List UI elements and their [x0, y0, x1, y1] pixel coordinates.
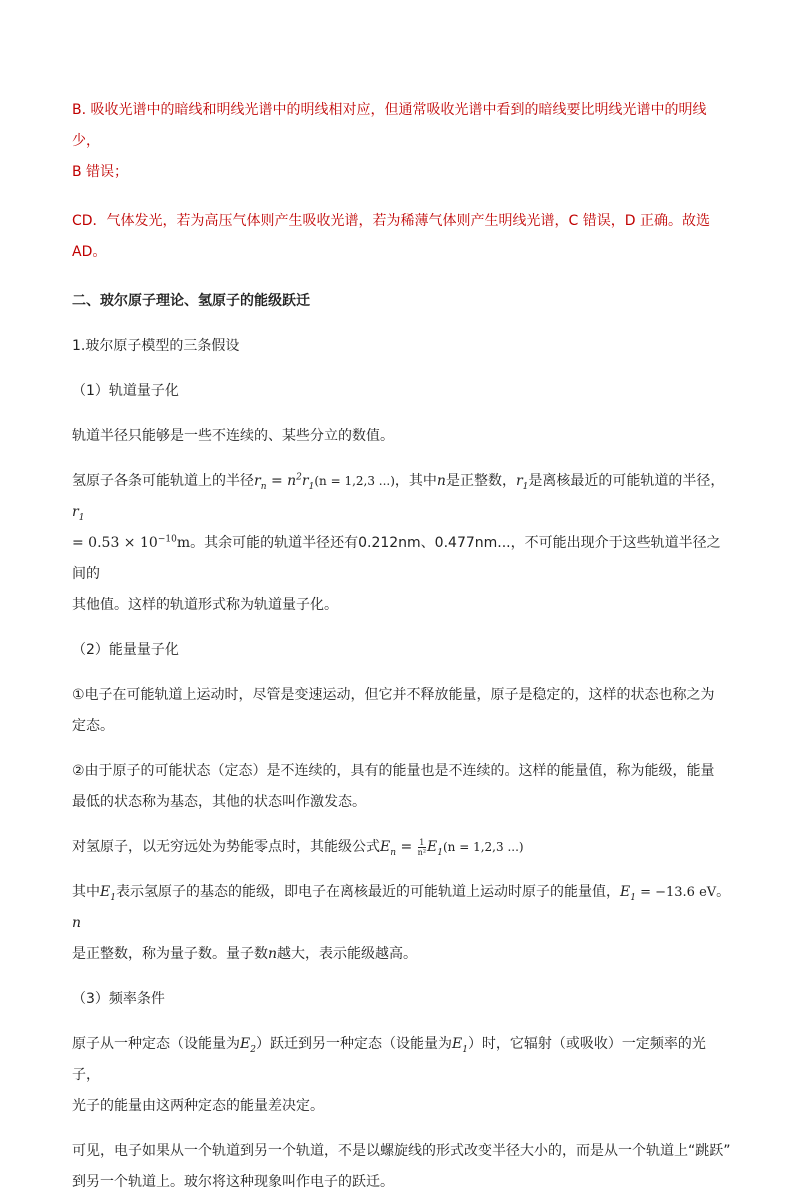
- item2-para1-line1: ①电子在可能轨道上运动时，尽管是变速运动，但它并不释放能量，原子是稳定的，这样的状态也称之为: [72, 687, 715, 703]
- item1-formula-line2: = $0.53 \times 10^{-10}m$。其余可能的轨道半径还有0.212nm、0.477nm...，不可能出现介于这些轨道半径之间的: [72, 534, 721, 582]
- item2-title: （2）能量量子化: [72, 642, 179, 658]
- item1-title: （1）轨道量子化: [72, 383, 179, 399]
- document-page: [72, 95, 732, 1198]
- n-symbol: $n^2r_1$: [287, 472, 315, 492]
- item2-para4-line2: 是正整数，称为量子数。量子数n越大，表示能级越高。: [72, 946, 418, 962]
- answer-option-b-line1: B. 吸收光谱中的暗线和明线光谱中的明线相对应，但通常吸收光谱中看到的暗线要比明线光谱中的明线少，: [72, 102, 707, 149]
- item3-para2-line2: 到另一个轨道上。玻尔将这种现象叫作电子的跃迁。: [72, 1174, 394, 1190]
- answer-option-cd: CD．气体发光，若为高压气体则产生吸收光谱，若为稀薄气体则产生明线光谱，C 错误，D 正确。故选 AD。: [72, 213, 711, 260]
- subsection-title: 1.玻尔原子模型的三条假设: [72, 338, 240, 354]
- item3-title: （3）频率条件: [72, 991, 165, 1007]
- item3-para1-line2: 光子的能量由这两种定态的能量差决定。: [72, 1098, 324, 1114]
- rn-symbol: $r_n$: [254, 473, 267, 492]
- item3-para1-line1: 原子从一种定态（设能量为$E_2$）跃迁到另一种定态（设能量为$E_1$）时，它辐射（或吸收）一定频率的光子，: [72, 1036, 706, 1083]
- answer-option-b-line2: B 错误；: [72, 164, 129, 180]
- item2-energy-formula: 对氢原子，以无穷远处为势能零点时，其能级公式$E_n$ = $\frac{1}{\text{n²}}$ $E_1(n = 1,2,3$ ...): [72, 837, 524, 858]
- item2-para4-line1: 其中$E_1$表示氢原子的基态的能级，即电子在离核最近的可能轨道上运动时原子的能量值，$E_1 = -13.6$ eV。n: [72, 884, 731, 931]
- item1-text: 轨道半径只能够是一些不连续的、某些分立的数值。: [72, 428, 394, 444]
- item1-formula-line3: 其他值。这样的轨道形式称为轨道量子化。: [72, 597, 338, 613]
- item3-para2-line1: 可见，电子如果从一个轨道到另一个轨道，不是以螺旋线的形式改变半径大小的，而是从一个轨道上“跳跃”: [72, 1143, 731, 1159]
- fraction: $\frac{1}{\text{n²}}$: [417, 837, 427, 857]
- item2-para2-line1: ②由于原子的可能状态（定态）是不连续的，具有的能量也是不连续的。这样的能量值，称为能级，能量: [72, 763, 715, 779]
- item2-para1-line2: 定态。: [72, 718, 114, 734]
- section-heading: 二、玻尔原子理论、氢原子的能级跃迁: [72, 293, 310, 309]
- item1-formula-line1: 氢原子各条可能轨道上的半径$r_n = n^2r_1(n = 1,2,3$ ...)，其中n是正整数，$r_1$是离核最近的可能轨道的半径，$r_1$: [72, 472, 725, 523]
- item1-formula-text1: 氢原子各条可能轨道上的半径: [72, 473, 254, 489]
- item2-para2-line2: 最低的状态称为基态，其他的状态叫作激发态。: [72, 794, 366, 810]
